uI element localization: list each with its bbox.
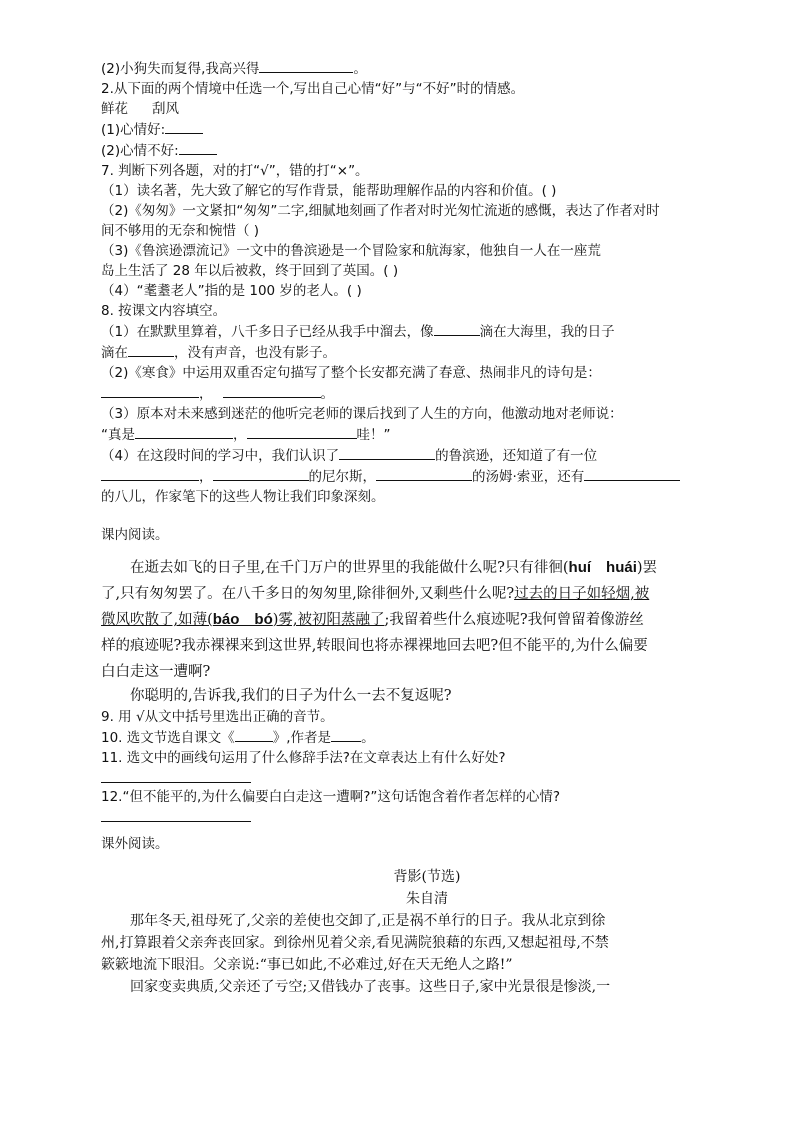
answer-blank[interactable] xyxy=(101,466,199,481)
question-text: 》,作者是 xyxy=(272,730,332,746)
question-text: (2)心情不好: xyxy=(101,143,179,159)
question-text: (2)小狗失而复得,我高兴得 xyxy=(101,61,260,77)
underlined-sentence: )雾,被初阳蒸融了 xyxy=(272,612,385,628)
answer-blank[interactable] xyxy=(247,424,357,439)
option-text: 鲜花 xyxy=(101,101,128,117)
question-line xyxy=(101,321,713,342)
punctuation: ， xyxy=(199,469,213,485)
answer-blank[interactable] xyxy=(223,383,321,398)
extracurricular-passage xyxy=(101,866,713,998)
underlined-sentence: 微风吹散了,如薄( xyxy=(101,612,213,628)
answer-blank[interactable] xyxy=(339,445,435,460)
answer-blank[interactable] xyxy=(165,119,203,134)
answer-blank[interactable] xyxy=(101,768,251,783)
question-text: 的鲁滨逊，还知道了有一位 xyxy=(435,448,598,464)
question-line: 的八儿，作家笔下的这些人物让我们印象深刻。 xyxy=(101,489,385,505)
question-line: 12.“但不能平的,为什么偏要白白走这一遭啊?”这句话饱含着作者怎样的心情? xyxy=(101,789,561,805)
option-text: 刮风 xyxy=(152,101,179,117)
question-line xyxy=(101,424,713,445)
punctuation: 。 xyxy=(320,386,334,402)
passage-text: ;我留着些什么痕迹呢?我何曾留着像游丝 xyxy=(384,612,644,628)
question-text: ，没有声音，也没有影子。 xyxy=(174,345,336,361)
question-text: 。 xyxy=(353,61,367,77)
option-line xyxy=(101,99,713,119)
question-text: 滴在 xyxy=(101,345,128,361)
passage-title: 背影(节选) xyxy=(393,869,461,885)
question-text: 哇！” xyxy=(356,427,391,443)
question-line: （2)《寒食》中运用双重否定句描写了整个长安都充满了春意、热闹非凡的诗句是： xyxy=(101,365,601,381)
question-text: (1)心情好: xyxy=(101,122,166,138)
question-line: （3)《鲁滨逊漂流记》一文中的鲁滨逊是一个冒险家和航海家，他独自一人在一座荒 xyxy=(101,243,601,259)
answer-line xyxy=(101,119,713,140)
answer-blank[interactable] xyxy=(101,807,251,822)
answer-blank[interactable] xyxy=(584,466,680,481)
answer-blank[interactable] xyxy=(135,424,233,439)
question-text: “真是 xyxy=(101,427,135,443)
question-text: 的汤姆·索亚，还有 xyxy=(472,469,585,485)
question-line xyxy=(101,727,713,748)
punctuation: 。 xyxy=(361,730,375,746)
worksheet-page xyxy=(101,58,713,998)
question-text: 的尼尔斯， xyxy=(308,469,376,485)
pinyin-option[interactable]: huí huái xyxy=(568,559,637,576)
question-line: （4）“耄耋老人”指的是 100 岁的老人。( ) xyxy=(101,283,362,299)
answer-blank[interactable] xyxy=(376,466,472,481)
question-heading: 8. 按课文内容填空。 xyxy=(101,303,227,319)
passage-author: 朱自清 xyxy=(406,891,448,907)
passage-line: 白白走这一遭啊? xyxy=(101,664,211,680)
answer-blank[interactable] xyxy=(331,727,361,742)
passage-line xyxy=(101,555,713,581)
question-line xyxy=(101,58,713,79)
passage-line: 回家变卖典质,父亲还了亏空;又借钱办了丧事。这些日子,家中光景很是惨淡,一 xyxy=(130,979,611,995)
question-line: （3）原本对未来感到迷茫的他听完老师的课后找到了人生的方向，他激动地对老师说： xyxy=(101,406,623,422)
passage-line: 你聪明的,告诉我,我们的日子为什么一去不复返呢? xyxy=(130,688,452,704)
question-line: （2)《匆匆》一文紧扣“匆匆”二字,细腻地刻画了作者对时光匆忙流逝的感慨，表达了作者对时 xyxy=(101,203,660,219)
answer-blank[interactable] xyxy=(259,58,353,73)
section-heading: 课外阅读。 xyxy=(101,836,169,852)
question-text: （4）在这段时间的学习中，我们认识了 xyxy=(101,448,340,464)
question-heading: 7. 判断下列各题，对的打“√”，错的打“×”。 xyxy=(101,163,369,179)
question-line: 2.从下面的两个情境中任选一个,写出自己心情“好”与“不好”时的情感。 xyxy=(101,81,525,97)
pinyin-option[interactable]: báo bó xyxy=(212,611,273,628)
answer-line xyxy=(101,383,713,404)
punctuation: ， xyxy=(233,427,247,443)
question-line xyxy=(101,342,713,363)
answer-blank[interactable] xyxy=(101,383,199,398)
passage-line: 样的痕迹呢?我赤裸裸来到这世界,转眼间也将赤裸裸地回去吧?但不能平的,为什么偏要 xyxy=(101,638,648,654)
answer-blank[interactable] xyxy=(179,140,217,155)
question-line: 9. 用 √从文中括号里选出正确的音节。 xyxy=(101,709,334,725)
punctuation: ， xyxy=(199,386,213,402)
question-line xyxy=(101,466,713,487)
underlined-sentence: 过去的日子如轻烟,被 xyxy=(514,586,650,602)
question-line: （1）读名著，先大致了解它的写作背景，能帮助理解作品的内容和价值。( ) xyxy=(101,183,557,199)
question-text: 10. 选文节选自课文《 xyxy=(101,730,235,746)
reading-passage xyxy=(101,555,713,707)
answer-line xyxy=(101,140,713,161)
passage-text: )罢 xyxy=(636,560,658,576)
answer-blank[interactable] xyxy=(213,466,309,481)
answer-blank[interactable] xyxy=(235,727,273,742)
question-text: 滴在大海里，我的日子 xyxy=(479,324,615,340)
passage-line xyxy=(101,607,713,633)
question-line: 岛上生活了 28 年以后被救，终于回到了英国。( ) xyxy=(101,263,399,279)
section-heading: 课内阅读。 xyxy=(101,527,169,543)
passage-line xyxy=(101,581,713,607)
passage-line: 簌簌地流下眼泪。父亲说:“事已如此,不必难过,好在天无绝人之路!” xyxy=(101,957,513,973)
question-line: 11. 选文中的画线句运用了什么修辞手法?在文章表达上有什么好处? xyxy=(101,750,506,766)
passage-text: 了,只有匆匆罢了。在八千多日的匆匆里,除徘徊外,又剩些什么呢? xyxy=(101,586,515,602)
answer-blank[interactable] xyxy=(434,321,480,336)
passage-text: 在逝去如飞的日子里,在千门万户的世界里的我能做什么呢?只有徘徊( xyxy=(130,560,569,576)
passage-line: 那年冬天,祖母死了,父亲的差使也交卸了,正是祸不单行的日子。我从北京到徐 xyxy=(130,913,606,929)
question-text: （1）在默默里算着，八千多日子已经从我手中溜去，像 xyxy=(101,324,434,340)
answer-blank[interactable] xyxy=(128,342,174,357)
question-line: 间不够用的无奈和惋惜（ ) xyxy=(101,223,260,239)
passage-line: 州,打算跟着父亲奔丧回家。到徐州见着父亲,看见满院狼藉的东西,又想起祖母,不禁 xyxy=(101,935,609,951)
question-line xyxy=(101,445,713,466)
